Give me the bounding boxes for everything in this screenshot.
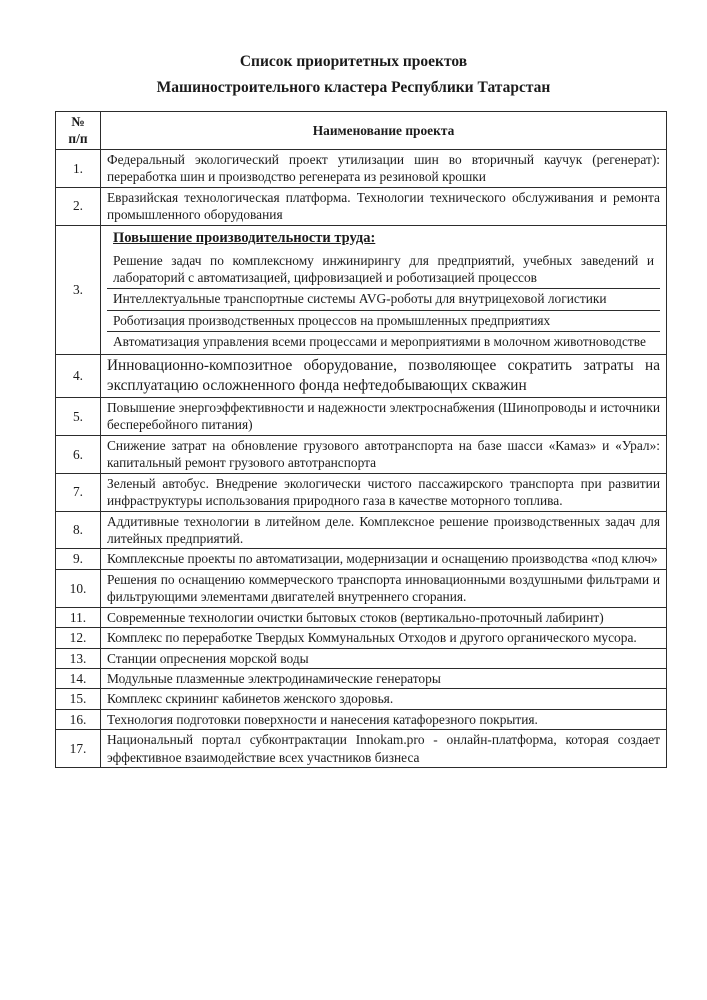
row-number: 13. [56, 648, 101, 668]
row-number: 15. [56, 689, 101, 709]
project-name-cell: Федеральный экологический проект утилизации шин во вторичный каучук (регенерат): переработка шин и производство регенерата из резиновой крошки [101, 149, 667, 187]
table-row [56, 549, 667, 569]
project-name-cell: Комплексные проекты по автоматизации, модернизации и оснащению производства «под ключ» [101, 549, 667, 569]
project-name-cell: Евразийская технологическая платформа. Технологии технического обслуживания и ремонта промышленного оборудования [101, 187, 667, 225]
group-sub-cell: Интеллектуальные транспортные системы AVG-роботы для внутрицеховой логистики [107, 288, 660, 309]
table-row [56, 730, 667, 768]
row-number: 14. [56, 668, 101, 688]
table-row [56, 709, 667, 729]
row-number: 8. [56, 511, 101, 549]
project-group-cell [101, 225, 667, 354]
table-row [56, 398, 667, 436]
table-row [56, 511, 667, 549]
table-row [56, 607, 667, 627]
table-row-group [56, 225, 667, 354]
table-row [56, 187, 667, 225]
table-row [56, 668, 667, 688]
row-number: 3. [56, 225, 101, 354]
project-name-cell: Решения по оснащению коммерческого транспорта инновационными воздушными фильтрами и фильтрующими элементами двигателей внутреннего сгорания. [101, 569, 667, 607]
group-sub-cell: Роботизация производственных процессов на промышленных предприятиях [107, 310, 660, 331]
group-sub-cell: Автоматизация управления всеми процессами и мероприятиями в молочном животноводстве [107, 331, 660, 352]
table-row [56, 473, 667, 511]
row-number: 4. [56, 354, 101, 397]
document-title [40, 49, 667, 101]
header-project-name-column: Наименование проекта [101, 112, 667, 150]
project-name-cell: Современные технологии очистки бытовых стоков (вертикально-проточный лабиринт) [101, 607, 667, 627]
project-name-cell: Модульные плазменные электродинамические генераторы [101, 668, 667, 688]
row-number: 9. [56, 549, 101, 569]
project-name-cell: Станции опреснения морской воды [101, 648, 667, 668]
row-number: 2. [56, 187, 101, 225]
row-number: 5. [56, 398, 101, 436]
project-name-cell: Снижение затрат на обновление грузового автотранспорта на базе шасси «Камаз» и «Урал»: капитальный ремонт грузового автотранспорта [101, 435, 667, 473]
table-row [56, 569, 667, 607]
project-name-cell: Зеленый автобус. Внедрение экологически чистого пассажирского транспорта при развитии инфраструктуры использования природного газа в качестве моторного топлива. [101, 473, 667, 511]
group-heading: Повышение производительности труда: [113, 229, 376, 246]
header-number-column [56, 112, 101, 150]
group-sub-item: Решение задач по комплексному инжинирингу для предприятий, учебных заведений и лабораторий с автоматизацией, цифровизацией и роботизацией процессов [113, 252, 654, 285]
header-number-line1: № [71, 114, 85, 129]
row-number: 1. [56, 149, 101, 187]
project-name-cell: Повышение энергоэффективности и надежности электроснабжения (Шинопроводы и источники бесперебойного питания) [101, 398, 667, 436]
project-name-cell: Инновационно-композитное оборудование, позволяющее сократить затраты на эксплуатацию осложненного фонда нефтедобывающих скважин [101, 354, 667, 397]
row-number: 10. [56, 569, 101, 607]
project-name-cell: Аддитивные технологии в литейном деле. Комплексное решение производственных задач для литейных предприятий. [101, 511, 667, 549]
row-number: 17. [56, 730, 101, 768]
table-row [56, 149, 667, 187]
row-number: 11. [56, 607, 101, 627]
project-name-cell: Технология подготовки поверхности и нанесения катафорезного покрытия. [101, 709, 667, 729]
group-sub-cell [107, 227, 660, 289]
project-name-cell: Национальный портал субконтрактации Innokam.pro - онлайн-платформа, которая создает эффективное взаимодействие всех участников бизнеса [101, 730, 667, 768]
document-title-line1: Список приоритетных проектов [239, 53, 468, 70]
table-header-row [56, 112, 667, 150]
project-name-cell: Комплекс по переработке Твердых Коммунальных Отходов и другого органического мусора. [101, 628, 667, 648]
row-number: 7. [56, 473, 101, 511]
document-title-line2: Машиностроительного кластера Республики Татарстан [156, 79, 551, 96]
table-row [56, 628, 667, 648]
table-row [56, 648, 667, 668]
row-number: 16. [56, 709, 101, 729]
header-number-line2: п/п [68, 131, 88, 147]
project-name-cell: Комплекс скрининг кабинетов женского здоровья. [101, 689, 667, 709]
table-row [56, 435, 667, 473]
table-row [56, 354, 667, 397]
table-row [56, 689, 667, 709]
row-number: 12. [56, 628, 101, 648]
row-number: 6. [56, 435, 101, 473]
projects-table [55, 111, 667, 768]
